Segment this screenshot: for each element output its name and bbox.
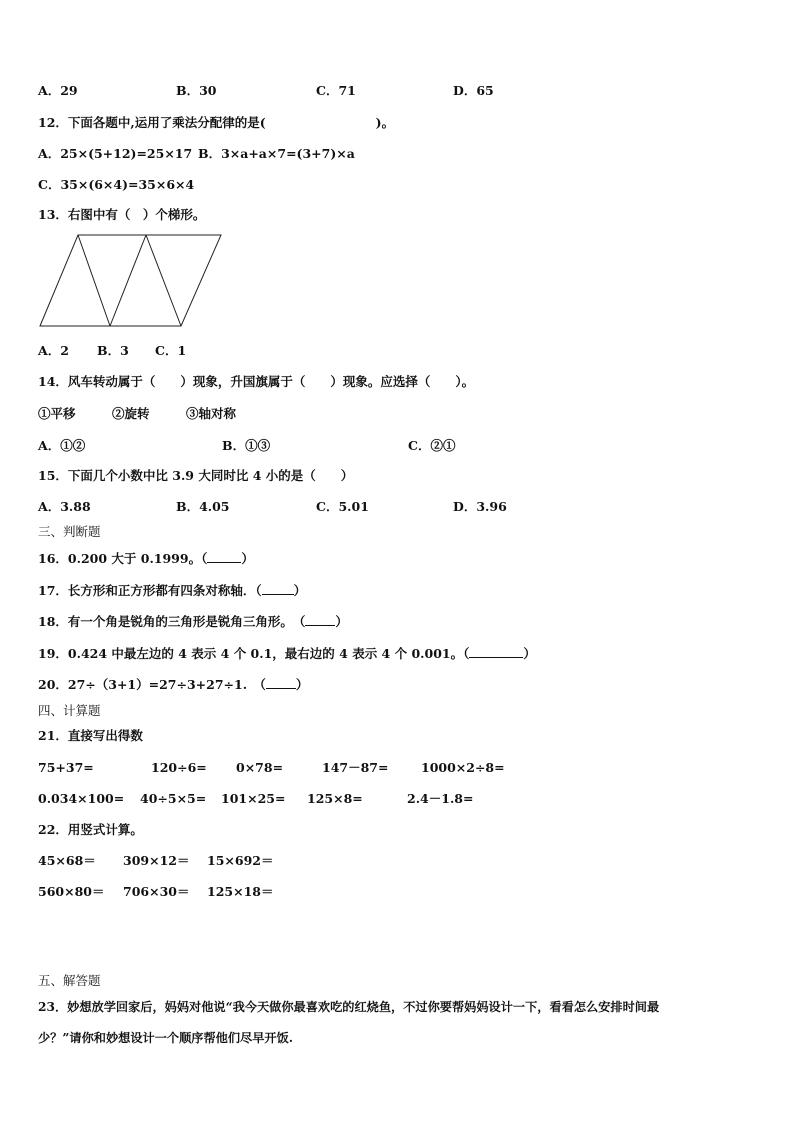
q18-close: ）	[335, 614, 348, 629]
q18	[38, 614, 348, 630]
q12-option-b: B．3×a+a×7=(3+7)×a	[198, 146, 355, 161]
q21-item: 40÷5×5=	[140, 791, 207, 806]
q21-item: 120÷6=	[151, 760, 207, 775]
q15-option-d: D．3.96	[453, 499, 507, 514]
q16-answer-blank[interactable]	[207, 551, 241, 563]
q21-item: 1000×2÷8=	[421, 760, 505, 775]
q18-answer-blank[interactable]	[305, 614, 335, 626]
q21-item: 0.034×100=	[38, 791, 125, 806]
inner-line-2	[110, 235, 146, 326]
q20	[38, 677, 308, 693]
q14-choice-2: ②旋转	[112, 406, 150, 421]
q16	[38, 551, 254, 567]
outer-parallelogram	[40, 235, 221, 326]
q22-item: 45×68＝	[38, 853, 96, 868]
q23-line-2: 少？”请你和妙想设计一个顺序帮他们尽早开饭.	[38, 1031, 294, 1045]
q21-item: 2.4－1.8=	[407, 791, 474, 806]
q19-answer-blank[interactable]	[469, 646, 523, 658]
q21-item: 0×78=	[236, 760, 284, 775]
q17-text: 17．长方形和正方形都有四条对称轴．（	[38, 583, 262, 598]
q16-text: 16．0.200 大于 0.1999。（	[38, 551, 208, 566]
q11-option-a: A．29	[38, 83, 78, 98]
q17-answer-blank[interactable]	[262, 583, 294, 595]
q13-option-a: A．2	[38, 343, 69, 358]
q21-item: 101×25=	[221, 791, 286, 806]
q13-option-c: C．1	[155, 343, 187, 358]
q16-close: ）	[241, 551, 254, 566]
q22-item: 309×12＝	[123, 853, 190, 868]
q14-stem: 14．风车转动属于（ ）现象，升国旗属于（ ）现象。应选择（ ）。	[38, 374, 475, 389]
q13-stem: 13．右图中有（ ）个梯形。	[38, 207, 206, 222]
q20-answer-blank[interactable]	[266, 677, 296, 689]
q22-item: 706×30＝	[123, 884, 190, 899]
q17	[38, 583, 306, 599]
q19	[38, 646, 536, 662]
q11-option-d: D．65	[453, 83, 494, 98]
q23-line-1: 23．妙想放学回家后，妈妈对他说“我今天做你最喜欢吃的红烧鱼，不过你要帮妈妈设计一下，看看怎么安排时间最	[38, 1000, 660, 1014]
q21-item: 125×8=	[307, 791, 363, 806]
q11-option-b: B．30	[176, 83, 217, 98]
section-4-heading: 四、计算题	[38, 703, 101, 718]
q21-item: 147－87=	[322, 760, 389, 775]
q21-stem: 21．直接写出得数	[38, 728, 143, 743]
q15-option-a: A．3.88	[38, 499, 91, 514]
q20-text: 20．27÷（3+1）=27÷3+27÷1. （	[38, 677, 266, 692]
q13-option-b: B．3	[97, 343, 129, 358]
q19-text: 19．0.424 中最左边的 4 表示 4 个 0.1，最右边的 4 表示 4 个 0.001。（	[38, 646, 470, 661]
q15-stem: 15．下面几个小数中比 3.9 大同时比 4 小的是（ ）	[38, 468, 354, 483]
q14-choice-1: ①平移	[38, 406, 76, 421]
q17-close: ）	[293, 583, 307, 598]
q14-option-b: B．①③	[222, 438, 271, 453]
q14-option-c: C．②①	[408, 438, 456, 453]
inner-line-1	[78, 235, 110, 326]
q21-item: 75+37=	[38, 760, 94, 775]
q20-close: ）	[295, 677, 309, 692]
q19-close: ）	[523, 646, 536, 661]
q11-option-c: C．71	[316, 83, 356, 98]
q12-stem-after: )。	[375, 115, 395, 130]
q22-item: 15×692＝	[207, 853, 274, 868]
inner-line-3	[146, 235, 181, 326]
q12-option-c: C．35×(6×4)=35×6×4	[38, 177, 195, 192]
q12-stem-before: 12．下面各题中,运用了乘法分配律的是(	[38, 115, 266, 130]
q14-choice-3: ③轴对称	[186, 406, 237, 421]
q18-text: 18．有一个角是锐角的三角形是锐角三角形。 （	[38, 614, 306, 629]
q15-option-c: C．5.01	[316, 499, 369, 514]
q22-stem: 22．用竖式计算。	[38, 822, 143, 837]
q12-option-a: A．25×(5+12)=25×17	[38, 146, 193, 161]
q22-item: 560×80＝	[38, 884, 105, 899]
section-5-heading: 五、解答题	[38, 973, 101, 988]
q15-option-b: B．4.05	[176, 499, 230, 514]
q14-option-a: A．①②	[38, 438, 86, 453]
section-3-heading: 三、判断题	[38, 524, 101, 539]
q22-item: 125×18＝	[207, 884, 274, 899]
